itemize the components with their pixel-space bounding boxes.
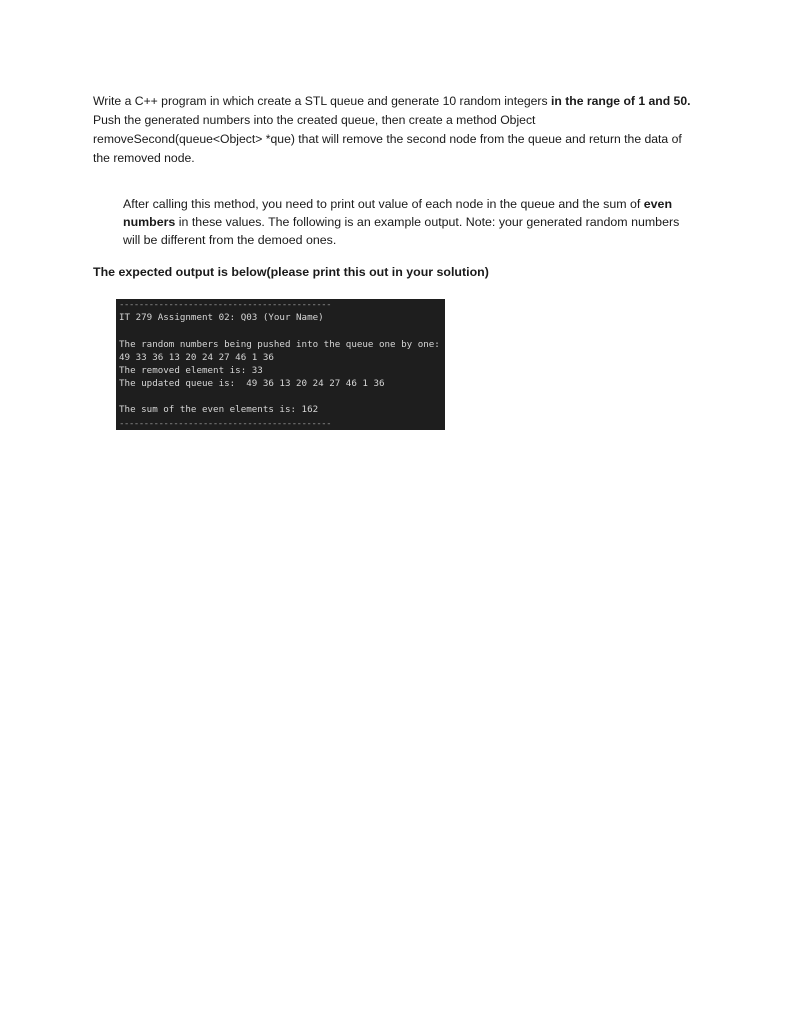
instruction-text: After calling this method, you need to print out value of each node in the queue and the sum of: [123, 197, 644, 211]
instruction-text: Write a C++ program in which create a STL queue and generate 10 random integers: [93, 94, 551, 108]
console-sum-line: The sum of the even elements is: 162: [119, 404, 319, 415]
instruction-text-continued: Push the generated numbers into the created queue, then create a method Object removeSecond(queue<Object> *que) that will remove the second node from the queue and return the data of the removed node.: [93, 113, 682, 165]
console-divider-top: -------------------------------------------: [119, 299, 332, 310]
console-divider-bottom: -------------------------------------------: [119, 418, 332, 429]
console-pushed-label: The random numbers being pushed into the queue one by one:: [119, 339, 440, 350]
instruction-text-continued: in these values. The following is an example output. Note: your generated random numbers will be different from the demoed ones.: [123, 215, 680, 247]
console-output-screenshot: [116, 299, 445, 430]
instruction-range-emphasis: in the range of 1 and 50.: [550, 94, 691, 108]
console-pushed-values: 49 33 36 13 20 24 27 46 1 36: [119, 352, 274, 363]
console-removed-line: The removed element is: 33: [119, 365, 263, 376]
expected-output-heading: The expected output is below(please print this out in your solution): [93, 265, 489, 279]
console-updated-line: The updated queue is: 49 36 13 20 24 27 46 1 36: [119, 378, 385, 389]
console-title-line: IT 279 Assignment 02: Q03 (Your Name): [119, 312, 324, 323]
even-numbers-emphasis: even numbers: [123, 197, 673, 229]
instruction-paragraph-1: [93, 92, 693, 168]
instruction-paragraph-2: [123, 195, 683, 249]
